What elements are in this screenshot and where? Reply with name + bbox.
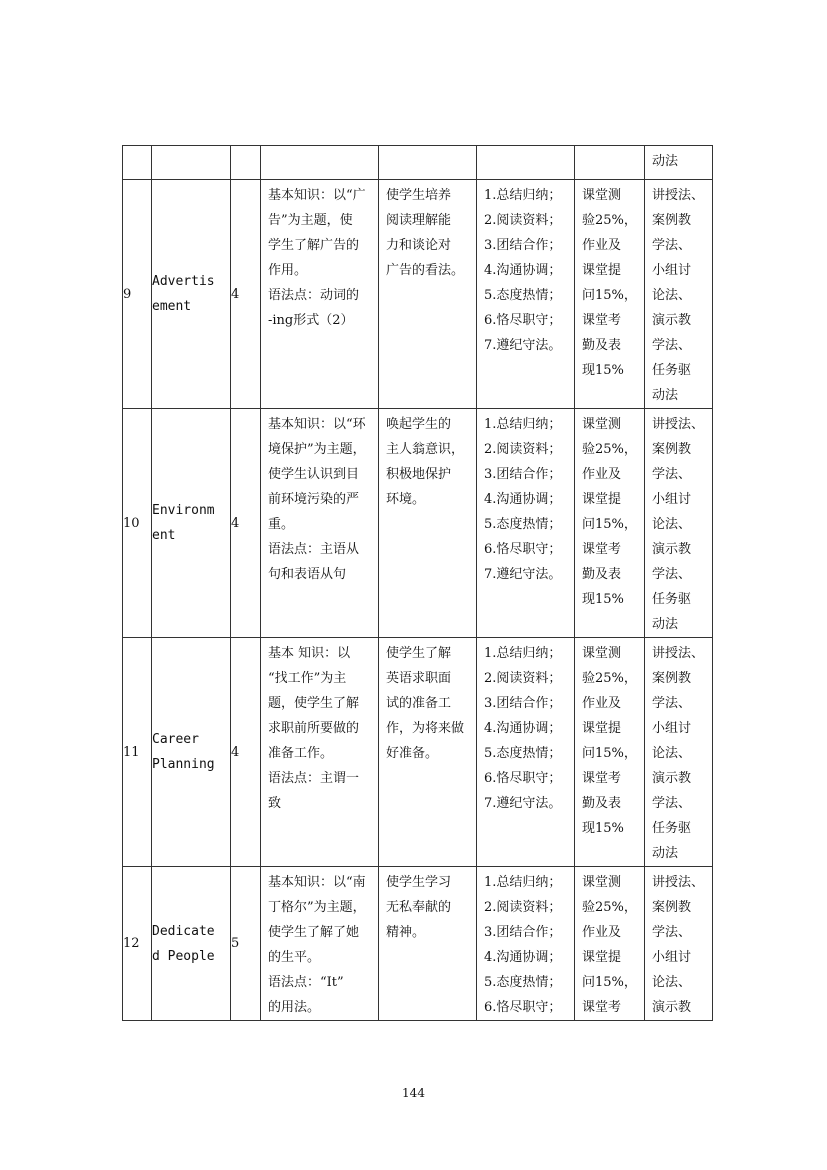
qualities-cell: [477, 180, 575, 409]
methods-cell: [645, 867, 713, 1021]
content-text: 基本 知识：以 “找工作”为主 题，使学生了解 求职前所要做的 准备工作。 语法点：主谓一 致: [268, 646, 360, 811]
row-number: 10: [123, 409, 152, 638]
content-text: 基本知识：以“广 告”为主题，使 学生了解广告的 作用。 语法点：动词的 -ing形式（2）: [268, 188, 366, 328]
cell-goal: [379, 146, 477, 180]
methods-text: 讲授法、 案例教 学法、 小组讨 论法、 演示教 学法、 任务驱 动法: [652, 417, 705, 632]
table-row: [123, 638, 713, 867]
qualities-text: 1.总结归纳； 2.阅读资料； 3.团结合作； 4.沟通协调； 5.态度热情； 6.恪尽职守；: [484, 875, 562, 1015]
unit-title-text: Advertis ement: [152, 274, 215, 314]
methods-text: 讲授法、 案例教 学法、 小组讨 论法、 演示教 学法、 任务驱 动法: [652, 646, 705, 861]
methods-cell: [645, 180, 713, 409]
goal-text: 唤起学生的 主人翁意识， 积极地保护 环境。: [386, 417, 465, 507]
assessment-cell: [575, 180, 645, 409]
hours: 5: [231, 867, 261, 1021]
methods-cell: [645, 638, 713, 867]
hours: 4: [231, 409, 261, 638]
qualities-text: 1.总结归纳； 2.阅读资料； 3.团结合作； 4.沟通协调； 5.态度热情； 6.恪尽职守； 7.遵纪守法。: [484, 646, 562, 811]
qualities-cell: [477, 409, 575, 638]
hours: 4: [231, 180, 261, 409]
assessment-text: 课堂测 验25%， 作业及 课堂提 问15%， 课堂考 勤及表 现15%: [582, 417, 637, 607]
cell-hours: [231, 146, 261, 180]
goal-text: 使学生学习 无私奉献的 精神。: [386, 875, 452, 940]
goal-text: 使学生培养 阅读理解能 力和谈论对 广告的看法。: [386, 188, 465, 278]
cell-content: [261, 146, 379, 180]
content-text: 基本知识：以“南 丁格尔”为主题， 使学生了解了她 的生平。 语法点：“It” 的用法。: [268, 875, 366, 1015]
content-cell: [261, 867, 379, 1021]
unit-title-text: Career Planning: [152, 732, 215, 772]
unit-title-text: Environm ent: [152, 503, 215, 543]
table-row: [123, 409, 713, 638]
table-row-continuation: [123, 146, 713, 180]
page-number: 144: [402, 1086, 425, 1100]
qualities-cell: [477, 638, 575, 867]
unit-title: [152, 867, 231, 1021]
qualities-text: 1.总结归纳； 2.阅读资料； 3.团结合作； 4.沟通协调； 5.态度热情； 6.恪尽职守； 7.遵纪守法。: [484, 417, 562, 582]
qualities-text: 1.总结归纳； 2.阅读资料； 3.团结合作； 4.沟通协调； 5.态度热情； 6.恪尽职守； 7.遵纪守法。: [484, 188, 562, 353]
methods-text: 讲授法、 案例教 学法、 小组讨 论法、 演示教: [652, 875, 705, 1015]
unit-title: [152, 180, 231, 409]
content-cell: [261, 638, 379, 867]
cell-assessment: [575, 146, 645, 180]
hours: 4: [231, 638, 261, 867]
assessment-cell: [575, 638, 645, 867]
methods-text: 讲授法、 案例教 学法、 小组讨 论法、 演示教 学法、 任务驱 动法: [652, 188, 705, 403]
methods-cell: [645, 409, 713, 638]
row-number: 9: [123, 180, 152, 409]
content-cell: [261, 180, 379, 409]
unit-title: [152, 409, 231, 638]
methods-text: 动法: [652, 154, 679, 169]
table-row: [123, 867, 713, 1021]
goal-text: 使学生了解 英语求职面 试的准备工 作，为将来做 好准备。: [386, 646, 465, 761]
goal-cell: [379, 867, 477, 1021]
row-number: 11: [123, 638, 152, 867]
content-text: 基本知识：以“环 境保护”为主题， 使学生认识到目 前环境污染的严 重。 语法点：主语从 句和表语从句: [268, 417, 366, 582]
goal-cell: [379, 409, 477, 638]
cell-num: [123, 146, 152, 180]
table-row: [123, 180, 713, 409]
assessment-text: 课堂测 验25%， 作业及 课堂提 问15%， 课堂考: [582, 875, 637, 1015]
content-cell: [261, 409, 379, 638]
row-number: 12: [123, 867, 152, 1021]
goal-cell: [379, 638, 477, 867]
unit-title-text: Dedicate d People: [152, 923, 215, 964]
assessment-cell: [575, 867, 645, 1021]
goal-cell: [379, 180, 477, 409]
syllabus-table: [122, 145, 713, 1021]
assessment-cell: [575, 409, 645, 638]
cell-qualities: [477, 146, 575, 180]
assessment-text: 课堂测 验25%， 作业及 课堂提 问15%， 课堂考 勤及表 现15%: [582, 646, 637, 836]
qualities-cell: [477, 867, 575, 1021]
cell-methods: [645, 146, 713, 180]
unit-title: [152, 638, 231, 867]
assessment-text: 课堂测 验25%， 作业及 课堂提 问15%， 课堂考 勤及表 现15%: [582, 188, 637, 378]
cell-title: [152, 146, 231, 180]
